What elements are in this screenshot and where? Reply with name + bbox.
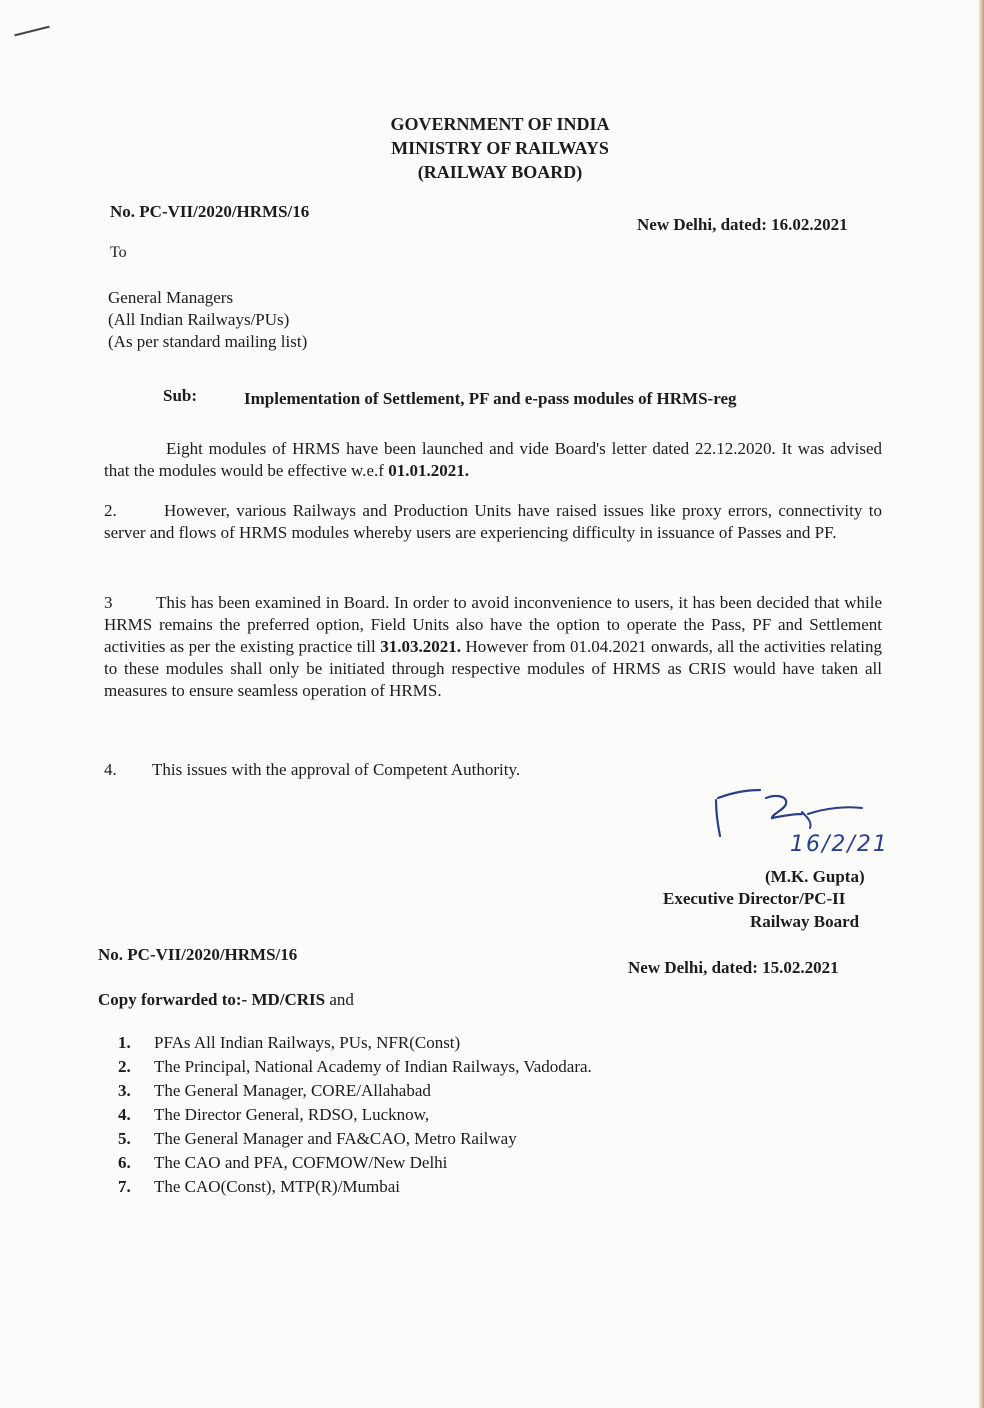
addressee-block — [108, 287, 307, 353]
paragraph-3 — [104, 592, 882, 702]
page-edge-shadow — [978, 0, 984, 1408]
list-item-text: The General Manager and FA&CAO, Metro Railway — [154, 1129, 517, 1148]
paragraph-1 — [104, 438, 882, 482]
signatory-designation: Executive Director/PC-II — [663, 889, 846, 908]
addressee-line-3: (As per standard mailing list) — [108, 332, 308, 351]
list-item-number: 1. — [118, 1033, 131, 1052]
header-line-3: (RAILWAY BOARD) — [417, 162, 583, 182]
paragraph-1-text: Eight modules of HRMS have been launched and vide Board's letter dated 22.12.2020. It was advised that the modules would be effective w.e.f — [104, 439, 882, 480]
scan-mark — [14, 26, 49, 37]
list-item-text: The General Manager, CORE/Allahabad — [154, 1081, 431, 1100]
list-item-number: 6. — [118, 1153, 131, 1172]
list-item-number: 3. — [118, 1081, 131, 1100]
paragraph-1-date: 01.01.2021. — [388, 461, 469, 480]
paragraph-2-number: 2. — [104, 501, 117, 520]
list-item-number: 7. — [118, 1177, 131, 1196]
copy-reference-number: No. PC-VII/2020/HRMS/16 — [98, 945, 298, 964]
signatory-office: Railway Board — [750, 912, 860, 931]
header-line-1: GOVERNMENT OF INDIA — [390, 114, 610, 134]
copy-forwarded-to: Copy forwarded to:- MD/CRIS — [98, 990, 326, 1009]
subject-label: Sub: — [163, 386, 198, 405]
paragraph-3-text-b: However from 01.04.2021 onwards, all the activities relating to these modules shall only be initiated through respective modules of HRMS as CRIS would have taken all measures to ensure seamless operation of HRMS. — [104, 637, 882, 700]
addressee-to: To — [110, 244, 127, 261]
paragraph-3-number: 3 — [104, 593, 113, 612]
list-item-number: 5. — [118, 1129, 131, 1148]
subject-text: Implementation of Settlement, PF and e-pass modules of HRMS-reg — [244, 389, 737, 408]
copy-forwarded-label — [98, 990, 354, 1010]
list-item — [118, 1079, 592, 1103]
list-item-text: The CAO and PFA, COFMOW/New Delhi — [154, 1153, 448, 1172]
list-item-text: The Principal, National Academy of Indian Railways, Vadodara. — [154, 1057, 592, 1076]
list-item — [118, 1175, 592, 1199]
paragraph-4-number: 4. — [104, 760, 117, 779]
paragraph-3-text-a: This has been examined in Board. In order to avoid inconvenience to users, it has been decided that while HRMS remains the preferred option, Field Units also have the option to operate the Pass, PF and Settlement activities as per the existing practice till — [104, 593, 882, 656]
copy-reference-date: New Delhi, dated: 15.02.2021 — [628, 958, 839, 977]
copy-recipient-list — [118, 1031, 592, 1199]
paragraph-2-text: However, various Railways and Production Units have raised issues like proxy errors, connectivity to server and flows of HRMS modules whereby users are experiencing difficulty in issuance of Passes and PF. — [104, 501, 882, 542]
list-item — [118, 1127, 592, 1151]
paragraph-4-text: This issues with the approval of Competent Authority. — [152, 760, 521, 779]
list-item-number: 2. — [118, 1057, 131, 1076]
paragraph-4 — [104, 760, 520, 780]
list-item-text: The CAO(Const), MTP(R)/Mumbai — [154, 1177, 401, 1196]
addressee-line-2: (All Indian Railways/PUs) — [108, 310, 290, 329]
list-item-text: The Director General, RDSO, Lucknow, — [154, 1105, 430, 1124]
paragraph-2 — [104, 500, 882, 544]
reference-number: No. PC-VII/2020/HRMS/16 — [110, 202, 310, 221]
reference-date: New Delhi, dated: 16.02.2021 — [637, 215, 848, 234]
list-item-text: PFAs All Indian Railways, PUs, NFR(Const) — [154, 1033, 461, 1052]
addressee-line-1: General Managers — [108, 288, 234, 307]
list-item — [118, 1151, 592, 1175]
header-line-2: MINISTRY OF RAILWAYS — [391, 138, 609, 158]
signatory-name: (M.K. Gupta) — [765, 867, 865, 886]
paragraph-3-date: 31.03.2021. — [380, 637, 461, 656]
list-item — [118, 1055, 592, 1079]
list-item-number: 4. — [118, 1105, 131, 1124]
copy-forwarded-suffix: and — [325, 990, 354, 1009]
list-item — [118, 1103, 592, 1127]
list-item — [118, 1031, 592, 1055]
handwritten-date: 16/2/21 — [790, 832, 889, 857]
